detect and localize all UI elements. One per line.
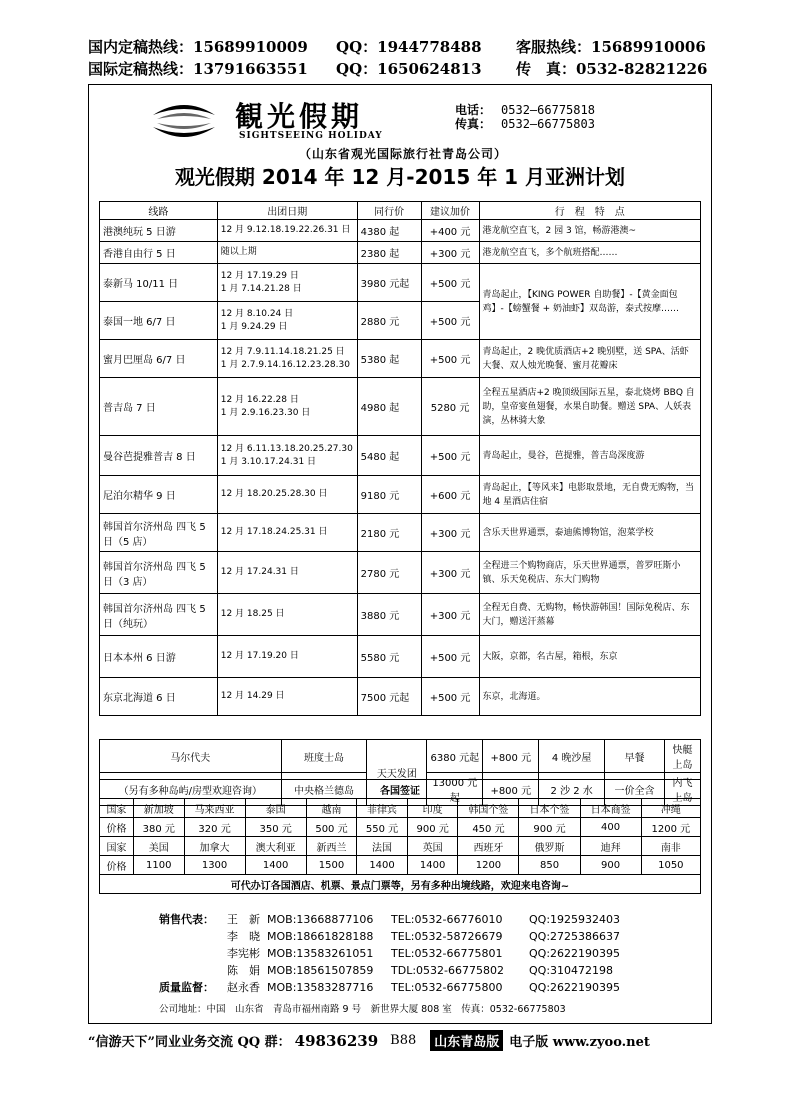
- dates-line: 1 月 7.14.21.28 日: [220, 283, 302, 294]
- visa-cell: 380 元: [133, 818, 184, 837]
- company-address: 公司地址：中国 山东省 青岛市福州南路 9 号 新世界大厦 808 室 传真：0532-66775803: [159, 1004, 566, 1015]
- visa-cell: 500 元: [306, 818, 357, 837]
- route-price: 3980 元起: [357, 264, 421, 302]
- visa-cell: 1100: [133, 856, 184, 875]
- visa-cell: 日本商签: [580, 799, 641, 818]
- rep-qq: QQ:2622190395: [529, 947, 621, 960]
- intl-qq: QQ：1650624813: [336, 60, 482, 78]
- route-feature: 东京，北海道。: [479, 678, 701, 716]
- route-feature: 全程五星酒店+2 晚顶级国际五星，泰北烧烤 BBQ 自助，皇帝宴鱼翅餐，水果自助餐。赠送 SPA、人妖表演，丛林骑大象: [479, 378, 701, 436]
- visa-country-row: [100, 837, 701, 856]
- table-row: [100, 678, 701, 716]
- dates-line: 1 月 2.7.9.14.16.12.23.28.30: [220, 359, 350, 370]
- page-title: 观光假期 2014 年 12 月-2015 年 1 月亚洲计划: [174, 165, 626, 189]
- table-row: [100, 636, 701, 678]
- visa-cell: 900 元: [519, 818, 580, 837]
- service-hotline: 客服热线：15689910006: [516, 38, 706, 56]
- route-dates: [217, 340, 357, 378]
- rep-tel: TEL:0532-66775801: [391, 947, 503, 960]
- route-dates: 12 月 17.18.24.25.31 日: [217, 514, 357, 552]
- dates-line: 12 月 8.10.24 日: [220, 308, 294, 319]
- fax-line: 传 真：0532-82821226: [516, 60, 708, 78]
- route-name: 曼谷芭提雅普吉 8 日: [100, 436, 218, 476]
- rep-mobile: MOB:18561507859: [267, 964, 374, 977]
- header-price: 同行价: [357, 202, 421, 220]
- route-feature: 青岛起止，【KING POWER 自助餐】-【黄金面包鸡】-【螃蟹餐 + 奶油虾】双岛游，泰式按摩……: [479, 264, 701, 340]
- visa-cell: 俄罗斯: [519, 837, 580, 856]
- dates-line: 12 月 6.11.13.18.20.25.27.30: [220, 443, 353, 454]
- rep-tel: TEL:0532-66776010: [391, 913, 503, 926]
- visa-cell: 南非: [641, 837, 700, 856]
- visa-cell: 450 元: [458, 818, 519, 837]
- visa-note: 可代办订各国酒店、机票、景点门票等，另有多种出境线路，欢迎来电咨询~: [100, 875, 701, 894]
- supervisor-qq: QQ:2622190395: [529, 981, 621, 994]
- table-row: [100, 378, 701, 436]
- brand-name: 観光假期: [235, 100, 364, 133]
- route-markup: +400 元: [421, 220, 479, 242]
- route-markup: +300 元: [421, 242, 479, 264]
- table-row: [100, 476, 701, 514]
- route-name: 香港自由行 5 日: [100, 242, 218, 264]
- sales-label: 销售代表：: [159, 913, 214, 926]
- route-price: 4980 起: [357, 378, 421, 436]
- table-row: [100, 594, 701, 636]
- route-dates: [217, 436, 357, 476]
- route-name: 东京北海道 6 日: [100, 678, 218, 716]
- visa-cell: 1050: [641, 856, 700, 875]
- visa-cell: 越南: [306, 799, 357, 818]
- visa-cell: 1500: [306, 856, 357, 875]
- route-price: 4380 起: [357, 220, 421, 242]
- route-dates: [217, 378, 357, 436]
- hotline-row-2: [88, 58, 728, 80]
- route-markup: +500 元: [421, 678, 479, 716]
- rep-name: 李宪彬: [227, 947, 260, 960]
- route-name: 港澳纯玩 5 日游: [100, 220, 218, 242]
- maldives-row: [100, 740, 701, 773]
- visa-cell: 法国: [357, 837, 408, 856]
- route-markup: +600 元: [421, 476, 479, 514]
- rep-tel: TDL:0532-66775802: [391, 964, 504, 977]
- maldives-transfer: 内飞上岛: [665, 773, 701, 806]
- route-feature: 全程进三个购物商店，乐天世界通票，普罗旺斯小镇、乐天免税店、东大门购物: [479, 552, 701, 594]
- visa-cell: 国家: [100, 799, 134, 818]
- phone-label: 电话：: [455, 103, 492, 117]
- route-dates: 12 月 18.20.25.28.30 日: [217, 476, 357, 514]
- logo-icon: [149, 97, 219, 145]
- maldives-markup: +800 元: [483, 740, 539, 773]
- header-dates: 出团日期: [217, 202, 357, 220]
- route-feature: 青岛起止，曼谷，芭提雅，普吉岛深度游: [479, 436, 701, 476]
- maldives-island: 中央格兰德岛: [281, 773, 367, 806]
- route-markup: +500 元: [421, 436, 479, 476]
- supervisor-mobile: MOB:13583287716: [267, 981, 374, 994]
- visa-cell: 菲律宾: [357, 799, 408, 818]
- route-markup: +500 元: [421, 264, 479, 302]
- visa-price-row: [100, 818, 701, 837]
- route-dates: 12 月 14.29 日: [217, 678, 357, 716]
- edition-badge: 山东青岛版: [430, 1030, 503, 1051]
- route-price: 3880 元: [357, 594, 421, 636]
- sales-rep: [159, 928, 639, 945]
- route-price: 2180 元: [357, 514, 421, 552]
- table-row: [100, 264, 701, 302]
- visa-cell: 国家: [100, 837, 134, 856]
- header-markup: 建议加价: [421, 202, 479, 220]
- agency-name: （山东省观光国际旅行社青岛公司）: [299, 147, 508, 161]
- visa-cell: 新加坡: [133, 799, 184, 818]
- maldives-name: 马尔代夫: [100, 740, 282, 773]
- visa-cell: 加拿大: [184, 837, 245, 856]
- visa-cell: 日本个签: [519, 799, 580, 818]
- visa-cell: 新西兰: [306, 837, 357, 856]
- maldives-price: 13000 元起: [427, 773, 483, 806]
- route-price: 5480 起: [357, 436, 421, 476]
- rep-name: 李 晓: [227, 930, 260, 943]
- rep-tel: TEL:0532-58726679: [391, 930, 503, 943]
- rep-mobile: MOB:13668877106: [267, 913, 374, 926]
- route-markup: +300 元: [421, 552, 479, 594]
- visa-cell: 价格: [100, 856, 134, 875]
- sales-rep: [159, 911, 639, 928]
- visa-cell: 马来西亚: [184, 799, 245, 818]
- sales-rep: [159, 945, 639, 962]
- header-feature: 行 程 特 点: [479, 202, 701, 220]
- route-price: 9180 元: [357, 476, 421, 514]
- domestic-hotline: 国内定稿热线：15689910009: [88, 38, 308, 56]
- visa-cell: 西班牙: [458, 837, 519, 856]
- supervisor-label: 质量监督：: [159, 981, 214, 994]
- route-markup: +500 元: [421, 636, 479, 678]
- footer-qq-group: 49836239: [294, 1031, 379, 1050]
- route-name: 韩国首尔济州岛 四飞 5 日（3 店）: [100, 552, 218, 594]
- visa-cell: 320 元: [184, 818, 245, 837]
- maldives-meal: 一价全含: [605, 773, 665, 806]
- maldives-island: 班度士岛: [281, 740, 367, 773]
- routes-header-row: [100, 202, 701, 220]
- visa-cell: 550 元: [357, 818, 408, 837]
- domestic-qq: QQ：1944778488: [336, 38, 482, 56]
- route-name: 普吉岛 7 日: [100, 378, 218, 436]
- rep-name: 王 新: [227, 913, 260, 926]
- supervisor-tel: TEL:0532-66775800: [391, 981, 503, 994]
- table-row: [100, 436, 701, 476]
- route-markup: +300 元: [421, 514, 479, 552]
- route-dates: 随以上期: [217, 242, 357, 264]
- visa-cell: 1200: [458, 856, 519, 875]
- phone-number: 0532—66775818: [501, 103, 595, 117]
- route-feature: 港龙航空直飞，多个航班搭配……: [479, 242, 701, 264]
- table-row: [100, 552, 701, 594]
- hotlines: [88, 36, 728, 80]
- maldives-transfer: 快艇上岛: [665, 740, 701, 773]
- dates-line: 12 月 7.9.11.14.18.21.25 日: [220, 346, 345, 357]
- route-feature: 港龙航空直飞，2 园 3 馆，畅游港澳~: [479, 220, 701, 242]
- route-dates: 12 月 17.19.20 日: [217, 636, 357, 678]
- dates-line: 1 月 9.24.29 日: [220, 321, 288, 332]
- route-feature: 含乐天世界通票，泰迪熊博物馆，泡菜学校: [479, 514, 701, 552]
- rep-mobile: MOB:13583261051: [267, 947, 374, 960]
- brand-header: [149, 95, 669, 161]
- visa-cell: 900: [580, 856, 641, 875]
- visa-price-row: [100, 856, 701, 875]
- table-row: [100, 242, 701, 264]
- visa-cell: 价格: [100, 818, 134, 837]
- rep-qq: QQ:1925932403: [529, 913, 621, 926]
- maldives-markup: +800 元: [483, 773, 539, 806]
- visa-cell: 1400: [357, 856, 408, 875]
- visa-title: 各国签证: [100, 780, 701, 799]
- route-dates: [217, 302, 357, 340]
- maldives-room: 4 晚沙屋: [539, 740, 605, 773]
- visa-cell: 900 元: [407, 818, 458, 837]
- route-name: 蜜月巴厘岛 6/7 日: [100, 340, 218, 378]
- supervisor-name: 赵永香: [227, 981, 260, 994]
- visa-cell: 美国: [133, 837, 184, 856]
- website-link[interactable]: 电子版 www.zyoo.net: [509, 1035, 650, 1050]
- maldives-meal: 早餐: [605, 740, 665, 773]
- route-price: 7500 元起: [357, 678, 421, 716]
- sales-rep: [159, 962, 639, 979]
- visa-title-row: [100, 780, 701, 799]
- quality-supervisor: [159, 979, 639, 996]
- table-row: [100, 340, 701, 378]
- visa-cell: 澳大利亚: [245, 837, 306, 856]
- visa-table: [99, 779, 701, 894]
- visa-cell: 迪拜: [580, 837, 641, 856]
- route-dates: 12 月 18.25 日: [217, 594, 357, 636]
- page-footer: [88, 1030, 728, 1051]
- visa-cell: 韩国个签: [458, 799, 519, 818]
- visa-cell: 英国: [407, 837, 458, 856]
- flyer-frame: [88, 84, 712, 1024]
- visa-cell: 冲绳: [641, 799, 700, 818]
- route-name: 尼泊尔精华 9 日: [100, 476, 218, 514]
- rep-name: 陈 娟: [227, 964, 260, 977]
- maldives-departure: 天天发团: [367, 740, 427, 806]
- route-price: 2780 元: [357, 552, 421, 594]
- page-number: B88: [390, 1033, 417, 1048]
- visa-cell: 350 元: [245, 818, 306, 837]
- footer-slogan: “信游天下”同业业务交流 QQ 群：: [88, 1035, 291, 1050]
- route-name: 韩国首尔济州岛 四飞 5 日（5 店）: [100, 514, 218, 552]
- visa-note-row: [100, 875, 701, 894]
- visa-cell: 850: [519, 856, 580, 875]
- maldives-room: 2 沙 2 水: [539, 773, 605, 806]
- brand-name-en: SIGHTSEEING HOLIDAY: [239, 131, 383, 141]
- hotline-row-1: [88, 36, 728, 58]
- header-route: 线路: [100, 202, 218, 220]
- intl-hotline: 国际定稿热线：13791663551: [88, 60, 308, 78]
- route-feature: 青岛起止，2 晚优质酒店+2 晚别墅，送 SPA、活虾大餐、双人烛光晚餐、蜜月花瓣床: [479, 340, 701, 378]
- route-markup: 5280 元: [421, 378, 479, 436]
- route-dates: 12 月 17.24.31 日: [217, 552, 357, 594]
- visa-cell: 400: [580, 818, 641, 837]
- route-price: 2380 起: [357, 242, 421, 264]
- route-feature: 大阪，京都，名古屋，箱根，东京: [479, 636, 701, 678]
- rep-mobile: MOB:18661828188: [267, 930, 374, 943]
- visa-cell: 1400: [245, 856, 306, 875]
- maldives-note: （另有多种岛屿/房型欢迎咨询）: [100, 773, 282, 806]
- maldives-price: 6380 元起: [427, 740, 483, 773]
- route-price: 5580 元: [357, 636, 421, 678]
- visa-cell: 1400: [407, 856, 458, 875]
- visa-cell: 印度: [407, 799, 458, 818]
- sales-contacts: [159, 911, 639, 996]
- route-markup: +300 元: [421, 594, 479, 636]
- route-feature: 青岛起止，【等风来】电影取景地，无自费无购物，当地 4 星酒店住宿: [479, 476, 701, 514]
- dates-line: 12 月 16.22.28 日: [220, 394, 299, 405]
- rep-qq: QQ:310472198: [529, 964, 614, 977]
- visa-cell: 1200 元: [641, 818, 700, 837]
- route-price: 5380 起: [357, 340, 421, 378]
- route-name: 泰国一地 6/7 日: [100, 302, 218, 340]
- route-name: 韩国首尔济州岛 四飞 5 日（纯玩）: [100, 594, 218, 636]
- route-dates: 12 月 9.12.18.19.22.26.31 日: [217, 220, 357, 242]
- route-markup: +500 元: [421, 302, 479, 340]
- fax-label: 传真：: [455, 117, 492, 131]
- route-feature: 全程无自费、无购物，畅快游韩国！国际免税店、东大门，赠送汗蒸幕: [479, 594, 701, 636]
- table-row: [100, 514, 701, 552]
- dates-line: 12 月 17.19.29 日: [220, 270, 299, 281]
- route-name: 日本本州 6 日游: [100, 636, 218, 678]
- brand-contact: [455, 103, 595, 131]
- fax-number: 0532—66775803: [501, 117, 595, 131]
- visa-cell: 泰国: [245, 799, 306, 818]
- visa-cell: 1300: [184, 856, 245, 875]
- route-name: 泰新马 10/11 日: [100, 264, 218, 302]
- routes-table: [99, 201, 701, 716]
- route-dates: [217, 264, 357, 302]
- dates-line: 1 月 2.9.16.23.30 日: [220, 407, 311, 418]
- visa-country-row: [100, 799, 701, 818]
- table-row: [100, 220, 701, 242]
- dates-line: 1 月 3.10.17.24.31 日: [220, 456, 317, 467]
- route-price: 2880 元: [357, 302, 421, 340]
- rep-qq: QQ:2725386637: [529, 930, 621, 943]
- route-markup: +500 元: [421, 340, 479, 378]
